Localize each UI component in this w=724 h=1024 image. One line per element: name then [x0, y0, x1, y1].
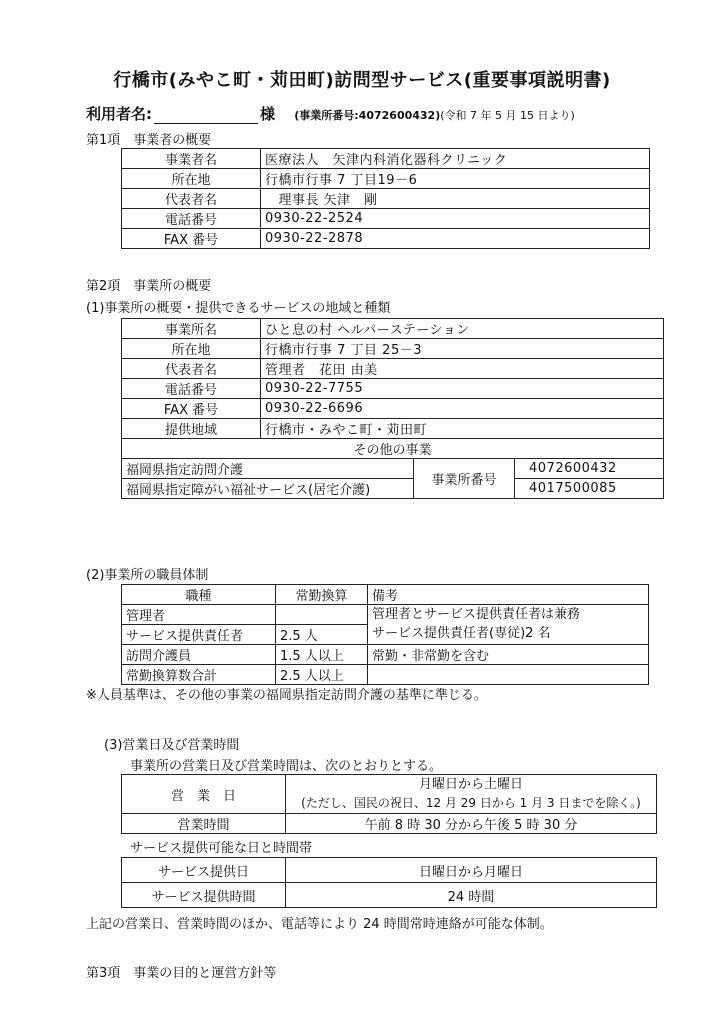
- table-row: [122, 585, 649, 605]
- staff-role: 管理者: [122, 605, 276, 625]
- cell-value: 0930-22-2878: [261, 229, 650, 249]
- empty-cell: [368, 665, 649, 685]
- section2-sub3: (3)営業日及び営業時間: [104, 738, 240, 753]
- header-cell: 備考: [368, 585, 649, 605]
- staff-fte: 2.5 人以上: [276, 665, 368, 685]
- cell-value: 行橋市行事 7 丁目19－6: [261, 169, 650, 189]
- cell-value: 0930-22-2524: [261, 209, 650, 229]
- table-row: [122, 645, 649, 665]
- service-intro: サービス提供可能な日と時間帯: [130, 841, 313, 856]
- staff-role: 常勤換算数合計: [122, 665, 276, 685]
- table-row: [122, 459, 664, 479]
- table-row: [122, 399, 664, 419]
- header-cell: 職種: [122, 585, 276, 605]
- staff-fte: 1.5 人以上: [276, 645, 368, 665]
- cell-value: 管理者 花田 由美: [261, 359, 664, 379]
- table-row: [122, 189, 650, 209]
- cell-value: 行橋市・みやこ町・苅田町: [261, 419, 664, 439]
- other-business-name: 福岡県指定障がい福祉サービス(居宅介護): [122, 479, 414, 499]
- table-row: [122, 775, 657, 814]
- service-time-label: サービス提供時間: [122, 883, 286, 908]
- table-row: [122, 149, 650, 169]
- table-row: [122, 858, 657, 883]
- service-time-table: [121, 857, 657, 908]
- service-day-value: 日曜日から月曜日: [286, 858, 657, 883]
- staff-role: サービス提供責任者: [122, 625, 276, 645]
- hours-value: 午前 8 時 30 分から午後 5 時 30 分: [286, 814, 657, 834]
- cell-label: 事業所名: [122, 319, 261, 339]
- header-cell: 常勤換算: [276, 585, 368, 605]
- honorific: 様: [260, 105, 276, 123]
- staff-footnote: ※人員基準は、その他の事業の福岡県指定訪問介護の基準に準じる。: [86, 688, 487, 703]
- staff-role: 訪問介護員: [122, 645, 276, 665]
- table-row: [122, 479, 664, 499]
- cell-label: FAX 番号: [122, 229, 261, 249]
- section2-sub1: (1)事業所の概要・提供できるサービスの地域と種類: [86, 301, 391, 316]
- note-line: 常勤・非常勤を含む: [368, 645, 649, 665]
- table-row: [122, 359, 664, 379]
- other-business-number: 4072600432: [515, 459, 664, 479]
- table-row: [122, 665, 649, 685]
- days-value: [286, 775, 657, 814]
- effective-date: (令和 7 年 5 月 15 日より): [440, 109, 575, 122]
- table-row: [122, 229, 650, 249]
- cell-label: 所在地: [122, 339, 261, 359]
- table-row: [122, 339, 664, 359]
- staff-fte: [276, 605, 368, 625]
- cell-value: 医療法人 矢津内科消化器科クリニック: [261, 149, 650, 169]
- cell-label: 代表者名: [122, 189, 261, 209]
- days-label: 営 業 日: [122, 775, 286, 814]
- note-line: 管理者とサービス提供責任者は兼務: [372, 607, 581, 622]
- operator-table: [121, 148, 650, 249]
- section1-heading: 第1項 事業者の概要: [86, 133, 212, 148]
- cell-label: 代表者名: [122, 359, 261, 379]
- cell-value: ひと息の村 ヘルパーステーション: [261, 319, 664, 339]
- days-value-line: (ただし、国民の祝日、12 月 29 日から 1 月 3 日までを除く。): [301, 796, 641, 810]
- user-name-line: [86, 103, 575, 124]
- user-name-label: 利用者名:: [86, 105, 152, 123]
- table-row: [122, 209, 650, 229]
- cell-value: 0930-22-7755: [261, 379, 664, 399]
- table-row: [122, 319, 664, 339]
- hours-label: 営業時間: [122, 814, 286, 834]
- closing-note: 上記の営業日、営業時間のほか、電話等により 24 時間常時連絡が可能な体制。: [86, 917, 553, 932]
- cell-value: 0930-22-6696: [261, 399, 664, 419]
- note-line: サービス提供責任者(専従)2 名: [372, 626, 551, 641]
- office-number-label: 事業所番号: [414, 459, 515, 499]
- other-business-header: その他の事業: [122, 439, 664, 459]
- office-number: (事業所番号:4072600432): [294, 109, 441, 122]
- cell-value: 理事長 矢津 剛: [261, 189, 650, 209]
- business-hours-table: [121, 774, 657, 834]
- section2-sub2: (2)事業所の職員体制: [86, 568, 209, 583]
- document-title: 行橋市(みやこ町・苅田町)訪問型サービス(重要事項説明書): [113, 70, 611, 91]
- table-row: [122, 814, 657, 834]
- cell-value: 行橋市行事 7 丁目 25－3: [261, 339, 664, 359]
- staff-table: [121, 584, 649, 685]
- other-business-number: 4017500085: [515, 479, 664, 499]
- table-row: [122, 439, 664, 459]
- cell-label: 電話番号: [122, 379, 261, 399]
- cell-label: 事業者名: [122, 149, 261, 169]
- table-row: [122, 605, 649, 625]
- office-table: [121, 318, 664, 499]
- service-time-value: 24 時間: [286, 883, 657, 908]
- table-row: [122, 379, 664, 399]
- staff-fte: 2.5 人: [276, 625, 368, 645]
- service-day-label: サービス提供日: [122, 858, 286, 883]
- cell-label: 所在地: [122, 169, 261, 189]
- other-business-name: 福岡県指定訪問介護: [122, 459, 414, 479]
- cell-label: FAX 番号: [122, 399, 261, 419]
- section2-heading: 第2項 事業所の概要: [86, 279, 212, 294]
- table-row: [122, 419, 664, 439]
- table-row: [122, 169, 650, 189]
- hours-intro: 事業所の営業日及び営業時間は、次のとおりとする。: [130, 759, 443, 774]
- user-name-blank: [154, 109, 258, 124]
- cell-label: 電話番号: [122, 209, 261, 229]
- days-value-line: 月曜日から土曜日: [418, 777, 523, 792]
- table-row: [122, 883, 657, 908]
- cell-label: 提供地域: [122, 419, 261, 439]
- section3-heading: 第3項 事業の目的と運営方針等: [86, 966, 277, 981]
- staff-notes: [368, 605, 649, 645]
